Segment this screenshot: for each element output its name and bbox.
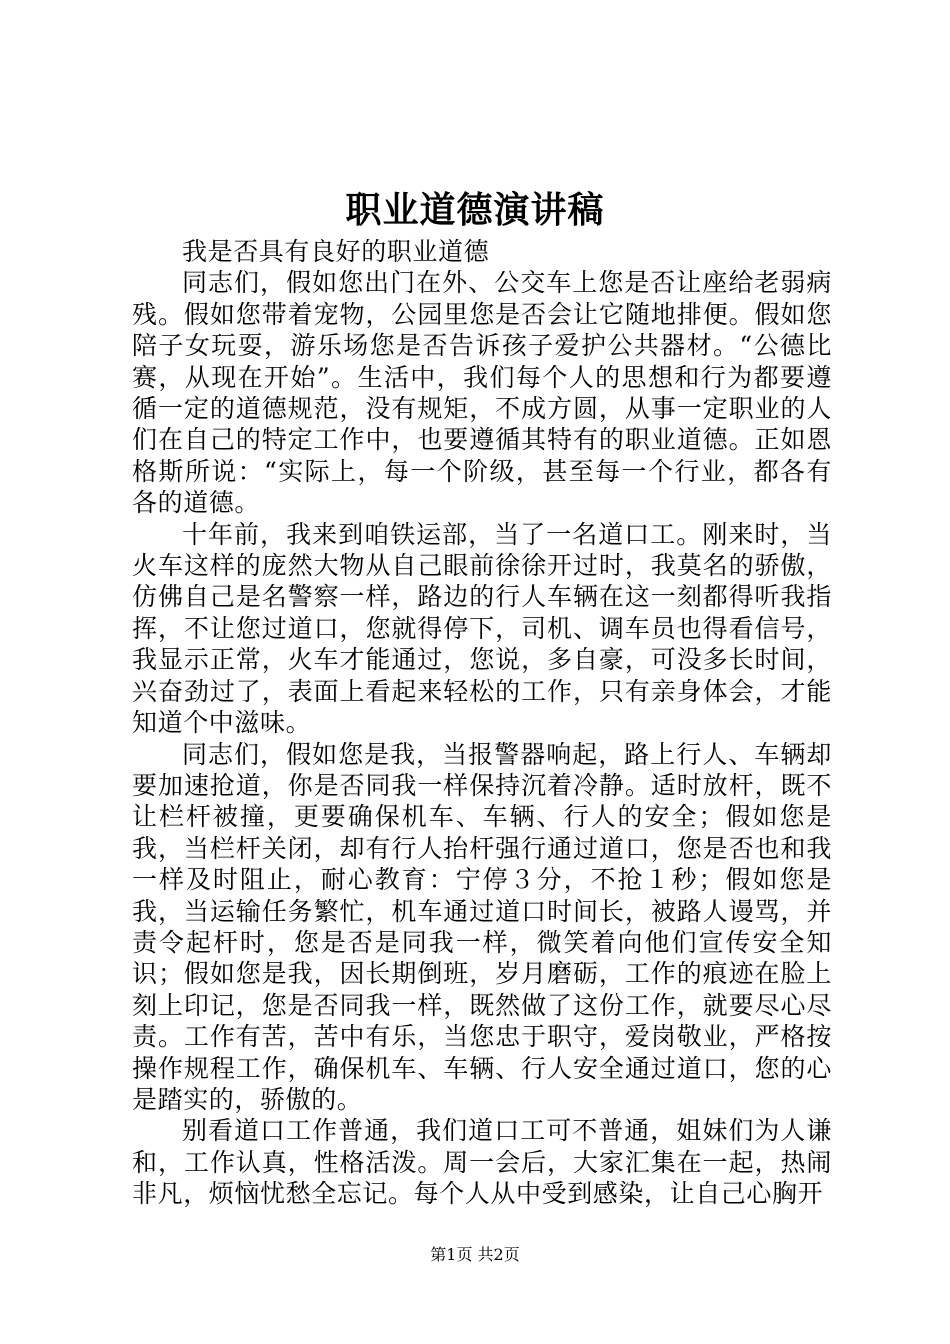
paragraph-subtitle: 我是否具有良好的职业道德 xyxy=(182,237,490,266)
page-number-footer: 第1页 共2页 xyxy=(430,1245,520,1264)
document-body xyxy=(132,236,832,1210)
document-title: 职业道德演讲稿 xyxy=(345,189,605,231)
paragraph-4: 别看道口工作普通，我们道口工可不普通，姐妹们为人谦和，工作认真，性格活泼。周一会后，大家汇集在一起，热闹非凡，烦恼忧愁全忘记。每个人从中受到感染，让自己心胸开 xyxy=(132,1116,832,1209)
paragraph-1: 同志们，假如您出门在外、公交车上您是否让座给老弱病残。假如您带着宠物，公园里您是否会让它随地排便。假如您陪子女玩耍，游乐场您是否告诉孩子爱护公共器材。“公德比赛，从现在开始”。生活中，我们每个人的思想和行为都要遵循一定的道德规范，没有规矩，不成方圆，从事一定职业的人们在自己的特定工作中，也要遵循其特有的职业道德。正如恩格斯所说：“实际上，每一个阶级，甚至每一个行业，都各有各的道德。 xyxy=(132,268,832,518)
paragraph-2: 十年前，我来到咱铁运部，当了一名道口工。刚来时，当火车这样的庞然大物从自己眼前徐徐开过时，我莫名的骄傲，仿佛自己是名警察一样，路边的行人车辆在这一刻都得听我指挥，不让您过道口，您就得停下，司机、调车员也得看信号，我显示正常，火车才能通过，您说，多自豪，可没多长时间，兴奋劲过了，表面上看起来轻松的工作，只有亲身体会，才能知道个中滋味。 xyxy=(132,519,832,738)
paragraph-3: 同志们，假如您是我，当报警器响起，路上行人、车辆却要加速抢道，你是否同我一样保持沉着冷静。适时放杆，既不让栏杆被撞，更要确保机车、车辆、行人的安全；假如您是我，当栏杆关闭，却有行人抬杆强行通过道口，您是否也和我一样及时阻止，耐心教育：宁停３分，不抢１秒；假如您是我，当运输任务繁忙，机车通过道口时间长，被路人谩骂，并责令起杆时，您是否是同我一样，微笑着向他们宣传安全知识；假如您是我，因长期倒班，岁月磨砺，工作的痕迹在脸上刻上印记，您是否同我一样，既然做了这份工作，就要尽心尽责。工作有苦，苦中有乐，当您忠于职守，爱岗敬业，严格按操作规程工作，确保机车、车辆、行人安全通过道口，您的心是踏实的，骄傲的。 xyxy=(132,739,832,1114)
